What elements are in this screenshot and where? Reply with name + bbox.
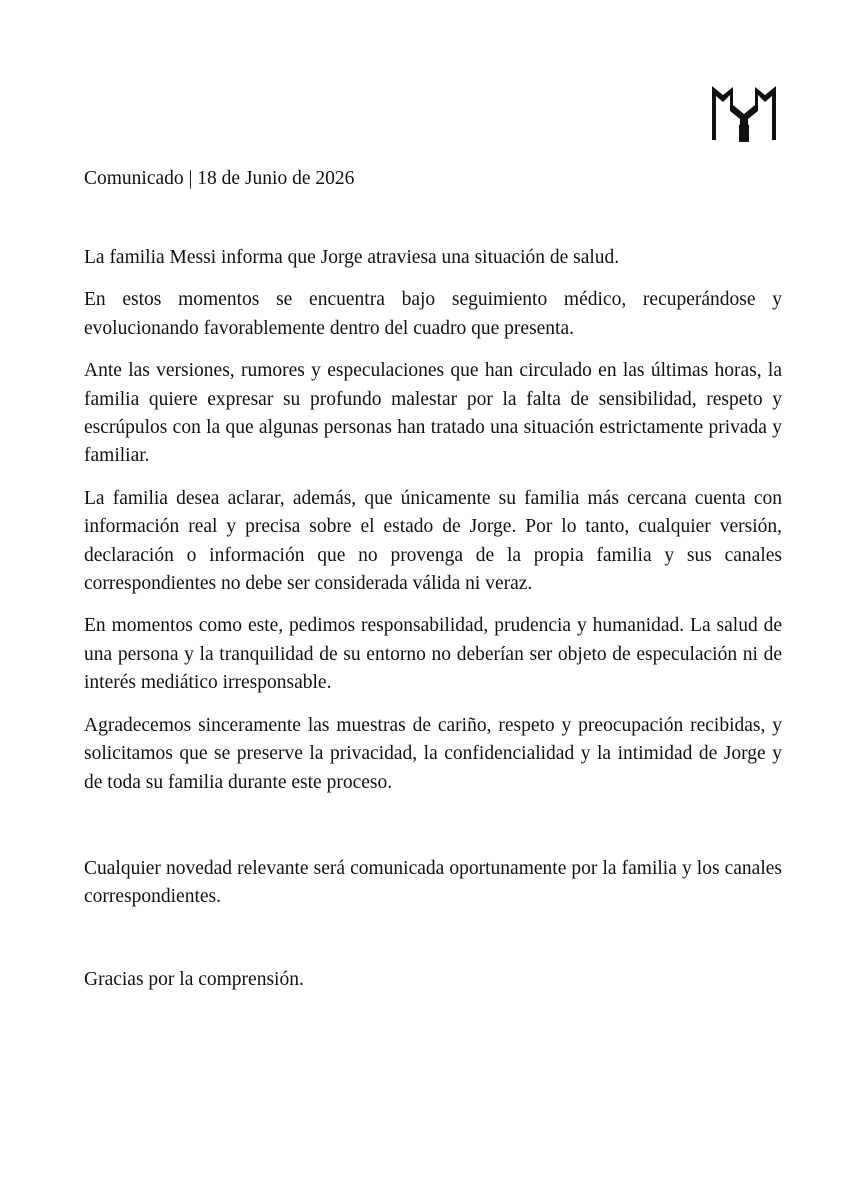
statement-paragraph-6: Agradecemos sinceramente las muestras de cariño, respeto y preocupación recibidas, y solicitamos que se preserve la privacidad, la confidencialidad y la intimidad de Jorge y de toda su familia durante este proceso. xyxy=(84,714,782,793)
statement-paragraph-4: La familia desea aclarar, además, que únicamente su familia más cercana cuenta con información real y precisa sobre el estado de Jorge. Por lo tanto, cualquier versión, declaración o información que no provenga de la propia familia y sus canales correspondientes no debe ser considerada válida ni veraz. xyxy=(84,487,782,595)
statement-paragraph-1: La familia Messi informa que Jorge atraviesa una situación de salud. xyxy=(84,247,620,268)
statement-paragraph-3: Ante las versiones, rumores y especulaciones que han circulado en las últimas horas, la familia quiere expresar su profundo malestar por la falta de sensibilidad, respeto y escrúpulos con la que algunas personas han tratado una situación estrictamente privada y familiar. xyxy=(84,360,782,467)
statement-paragraph-2: En estos momentos se encuentra bajo seguimiento médico, recuperándose y evolucionando favorablemente dentro del cuadro que presenta. xyxy=(84,289,782,339)
thanks-note: Gracias por la comprensión. xyxy=(84,969,304,990)
closing-note: Cualquier novedad relevante será comunicada oportunamente por la familia y los canales correspondientes. xyxy=(84,858,782,908)
statement-body xyxy=(84,244,782,797)
messi-logo-icon xyxy=(706,82,782,144)
statement-paragraph-5: En momentos como este, pedimos responsabilidad, prudencia y humanidad. La salud de una persona y la tranquilidad de su entorno no deberían ser objeto de especulación ni de interés mediático irresponsable. xyxy=(84,615,782,694)
statement-header: Comunicado | 18 de Junio de 2026 xyxy=(84,168,355,189)
